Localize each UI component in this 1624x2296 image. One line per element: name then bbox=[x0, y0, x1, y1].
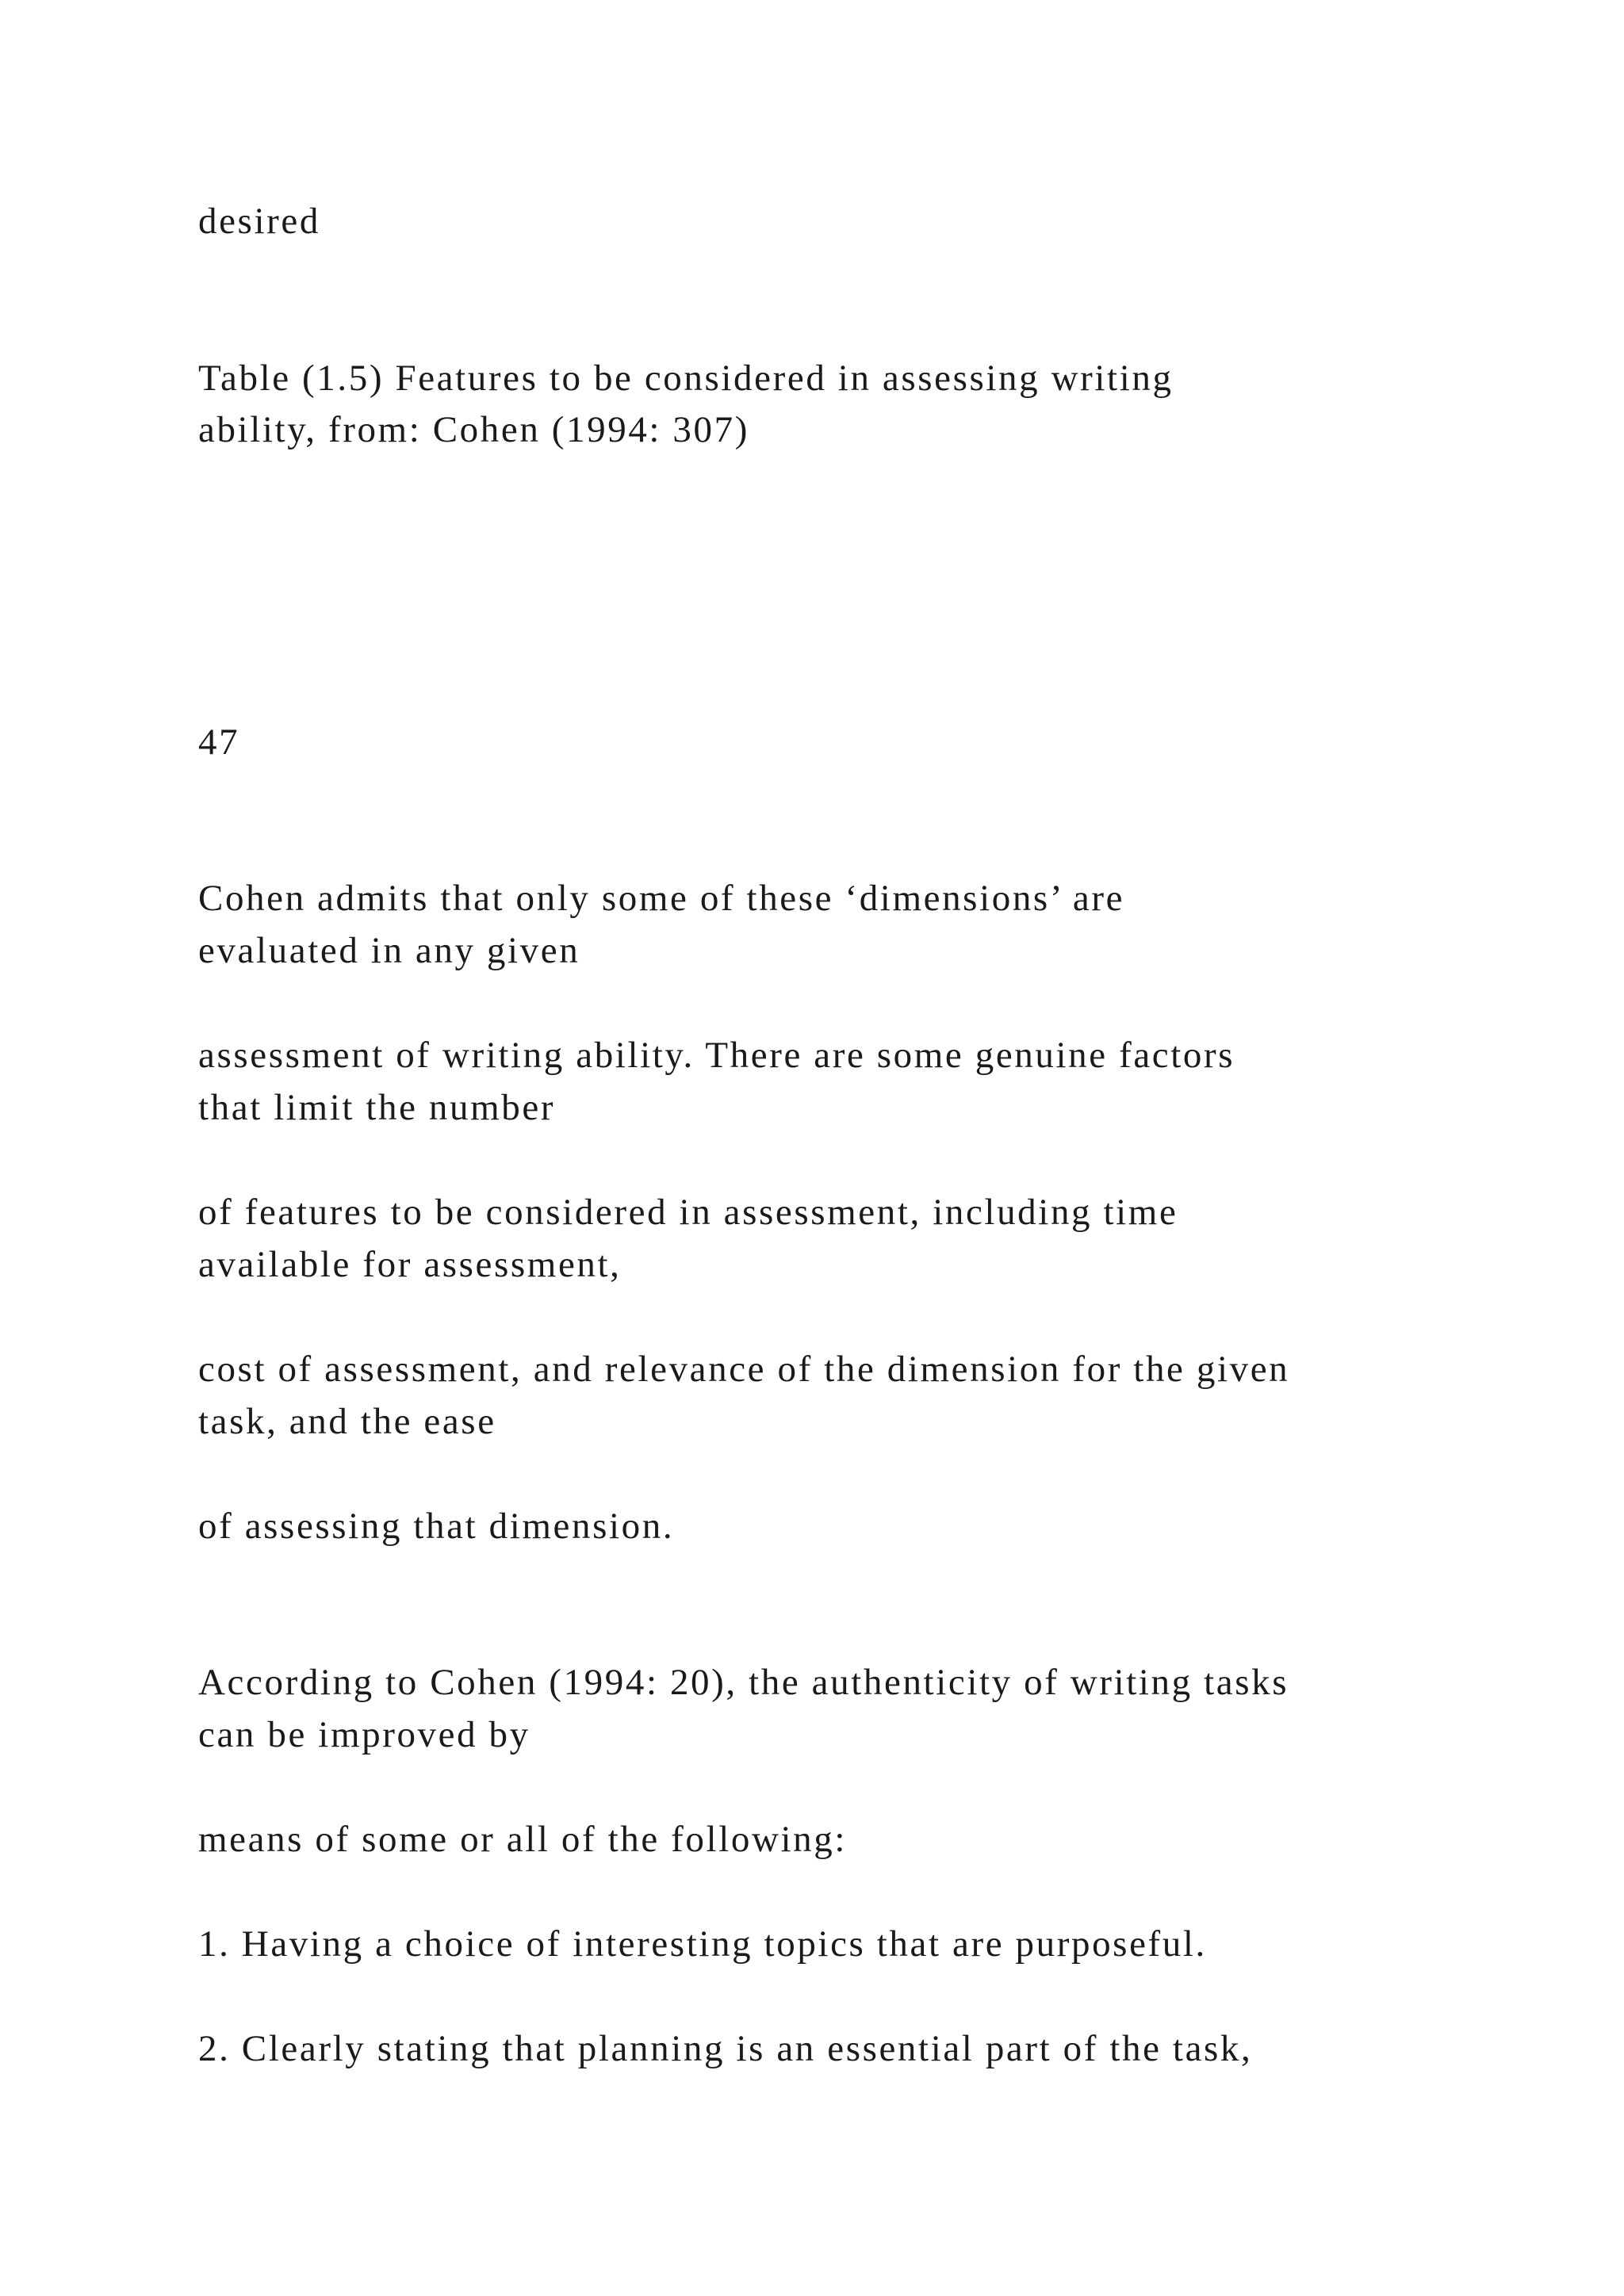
fragment-text: desired bbox=[198, 201, 320, 242]
paragraph-line: that limit the number bbox=[198, 1087, 556, 1128]
paragraph-line: means of some or all of the following: bbox=[198, 1819, 848, 1860]
paragraph-line: According to Cohen (1994: 20), the authenticity of writing tasks bbox=[198, 1662, 1289, 1703]
paragraph-line: can be improved by bbox=[198, 1714, 530, 1755]
table-caption-line-2: ability, from: Cohen (1994: 307) bbox=[198, 409, 749, 450]
paragraph-line: assessment of writing ability. There are some genuine factors bbox=[198, 1035, 1235, 1076]
list-item: 1. Having a choice of interesting topics that are purposeful. bbox=[198, 1923, 1207, 1965]
paragraph-line: of features to be considered in assessment, including time bbox=[198, 1192, 1178, 1233]
list-item: 2. Clearly stating that planning is an essential part of the task, bbox=[198, 2028, 1253, 2069]
paragraph-line: Cohen admits that only some of these ‘dimensions’ are bbox=[198, 878, 1125, 919]
paragraph-line: task, and the ease bbox=[198, 1401, 496, 1442]
page-number: 47 bbox=[198, 721, 240, 763]
paragraph-line: available for assessment, bbox=[198, 1244, 622, 1285]
paragraph-line: of assessing that dimension. bbox=[198, 1506, 675, 1547]
paragraph-line: cost of assessment, and relevance of the dimension for the given bbox=[198, 1349, 1290, 1390]
paragraph-line: evaluated in any given bbox=[198, 930, 580, 971]
table-caption-line-1: Table (1.5) Features to be considered in assessing writing bbox=[198, 358, 1174, 399]
